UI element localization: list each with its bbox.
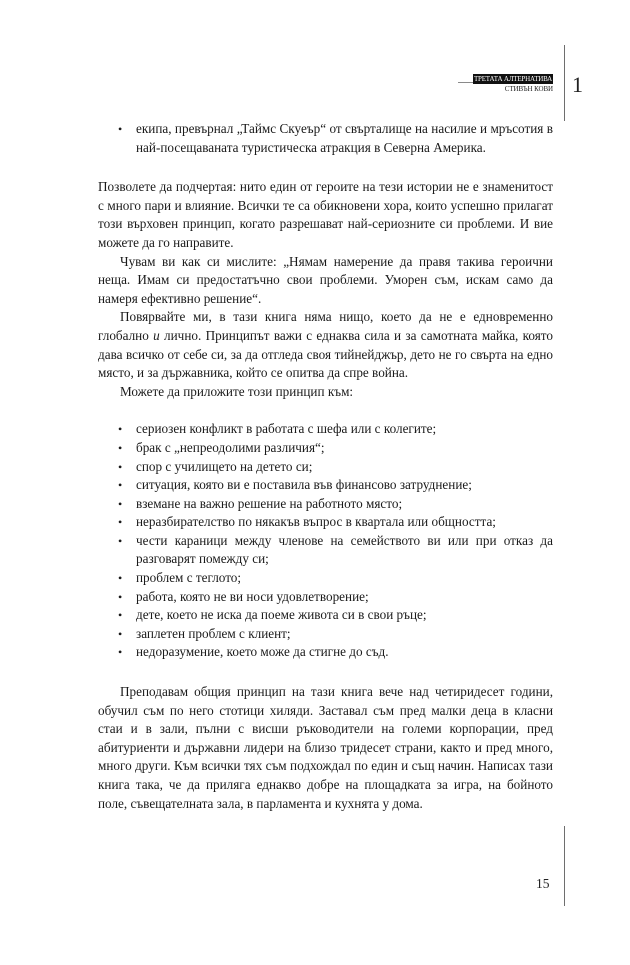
bullet-icon: • xyxy=(118,533,123,548)
list-item xyxy=(98,476,553,495)
application-list xyxy=(98,420,553,662)
list-item xyxy=(98,439,553,458)
list-item xyxy=(98,532,553,569)
list-item-text: неразбирателство по някакъв въпрос в квартала или общността; xyxy=(136,514,496,530)
paragraph: Позволете да подчертая: нито един от героите на тези истории не е знаменитост с много пари и влияние. Всички те са обикновени хора, които успешно прилагат този върховен принцип, когато разрешават най-сериозните си проблеми. И вие можете да го направите. xyxy=(98,179,553,250)
list-item xyxy=(98,120,553,157)
list-item-text: работа, която не ви носи удовлетворение; xyxy=(136,588,369,604)
spacer xyxy=(98,401,553,420)
list-item-text: брак с „непреодолими различия“; xyxy=(136,439,325,455)
list-item-text: проблем с теглото; xyxy=(136,570,242,586)
bullet-icon: • xyxy=(118,422,123,437)
bullet-icon: • xyxy=(118,478,123,493)
list-item-text: дете, което не иска да поеме живота си в свои ръце; xyxy=(136,607,427,623)
list-item-text: недоразумение, което може да стигне до съд. xyxy=(136,644,389,660)
list-item xyxy=(98,513,553,532)
list-item-text: заплетен проблем с клиент; xyxy=(136,625,291,641)
list-item xyxy=(98,625,553,644)
bullet-icon: • xyxy=(118,440,123,455)
bullet-icon: • xyxy=(118,589,123,604)
list-item-text: екипа, превърнал „Таймс Скуеър“ от свърталище на насилие и мръсотия в най-посещаваната туристическа атракция в Северна Америка. xyxy=(136,121,553,155)
bullet-icon: • xyxy=(118,515,123,530)
page-body xyxy=(98,120,553,813)
list-item xyxy=(98,588,553,607)
bullet-icon: • xyxy=(118,571,123,586)
bullet-icon: • xyxy=(118,122,123,136)
list-item xyxy=(98,569,553,588)
list-item xyxy=(98,643,553,662)
list-item xyxy=(98,458,553,477)
bullet-icon: • xyxy=(118,459,123,474)
list-item-text: ситуация, която ви е поставила във финансово затруднение; xyxy=(136,477,472,493)
paragraph: Можете да приложите този принцип към: xyxy=(120,383,354,399)
list-item-text: спор с училището на детето си; xyxy=(136,458,313,474)
list-item-text: чести караници между членове на семейството ви или при отказ да разговарят помежду си; xyxy=(136,532,553,567)
list-item-text: вземане на важно решение на работното място; xyxy=(136,495,403,511)
spacer xyxy=(98,662,553,683)
margin-rule-bottom xyxy=(564,826,565,906)
spacer xyxy=(98,157,553,178)
bullet-icon: • xyxy=(118,608,123,623)
chapter-number: 1 xyxy=(572,72,583,97)
list-item-text: сериозен конфликт в работата с шефа или с колегите; xyxy=(136,421,437,437)
margin-rule-top xyxy=(564,45,565,121)
bullet-icon: • xyxy=(118,645,123,660)
paragraph-text: Повярвайте ми, в тази книга няма нищо, което да не е едновременно глобално xyxy=(98,309,553,343)
running-header-title: ТРЕТАТА АЛТЕРНАТИВА xyxy=(473,75,553,83)
header-rule xyxy=(458,82,474,83)
list-item xyxy=(98,495,553,514)
running-header-author: СТИВЪН КОВИ xyxy=(504,85,553,93)
paragraph: Чувам ви как си мислите: „Нямам намерение да правя такива героични неща. Имам си предостатъчно свои проблеми. Уморен съм, искам само да намеря ефективно решение“. xyxy=(98,253,553,306)
list-item xyxy=(98,606,553,625)
intro-bullet-list xyxy=(98,120,553,157)
paragraph-text: лично. Принципът важи с еднаква сила и за самотната майка, която дава всичко от себе си, за да отгледа своя тийнейджър, дето не го свърта на едно място, и за държавника, който се опитва да спре война. xyxy=(98,327,553,381)
bullet-icon: • xyxy=(118,626,123,641)
emphasis: и xyxy=(153,327,160,343)
bullet-icon: • xyxy=(118,496,123,511)
paragraph: Преподавам общия принцип на тази книга вече над четиридесет години, обучил съм по него стотици хиляди. Заставал съм пред малки деца в класни стаи и в зали, пълни с висши ръководители на големи корпорации, пред абитуриенти и държавни лидери на близо тридесет страни, както и пред много, много други. Към всички тях съм подхождал по един и същ начин. Написах тази книга така, че да приляга еднакво добре на площадката за игра, на бойното поле, съвещателната зала, в парламента и кухнята у дома. xyxy=(98,684,553,811)
paragraph xyxy=(98,308,553,382)
list-item xyxy=(98,420,553,439)
page-number: 15 xyxy=(536,876,550,891)
